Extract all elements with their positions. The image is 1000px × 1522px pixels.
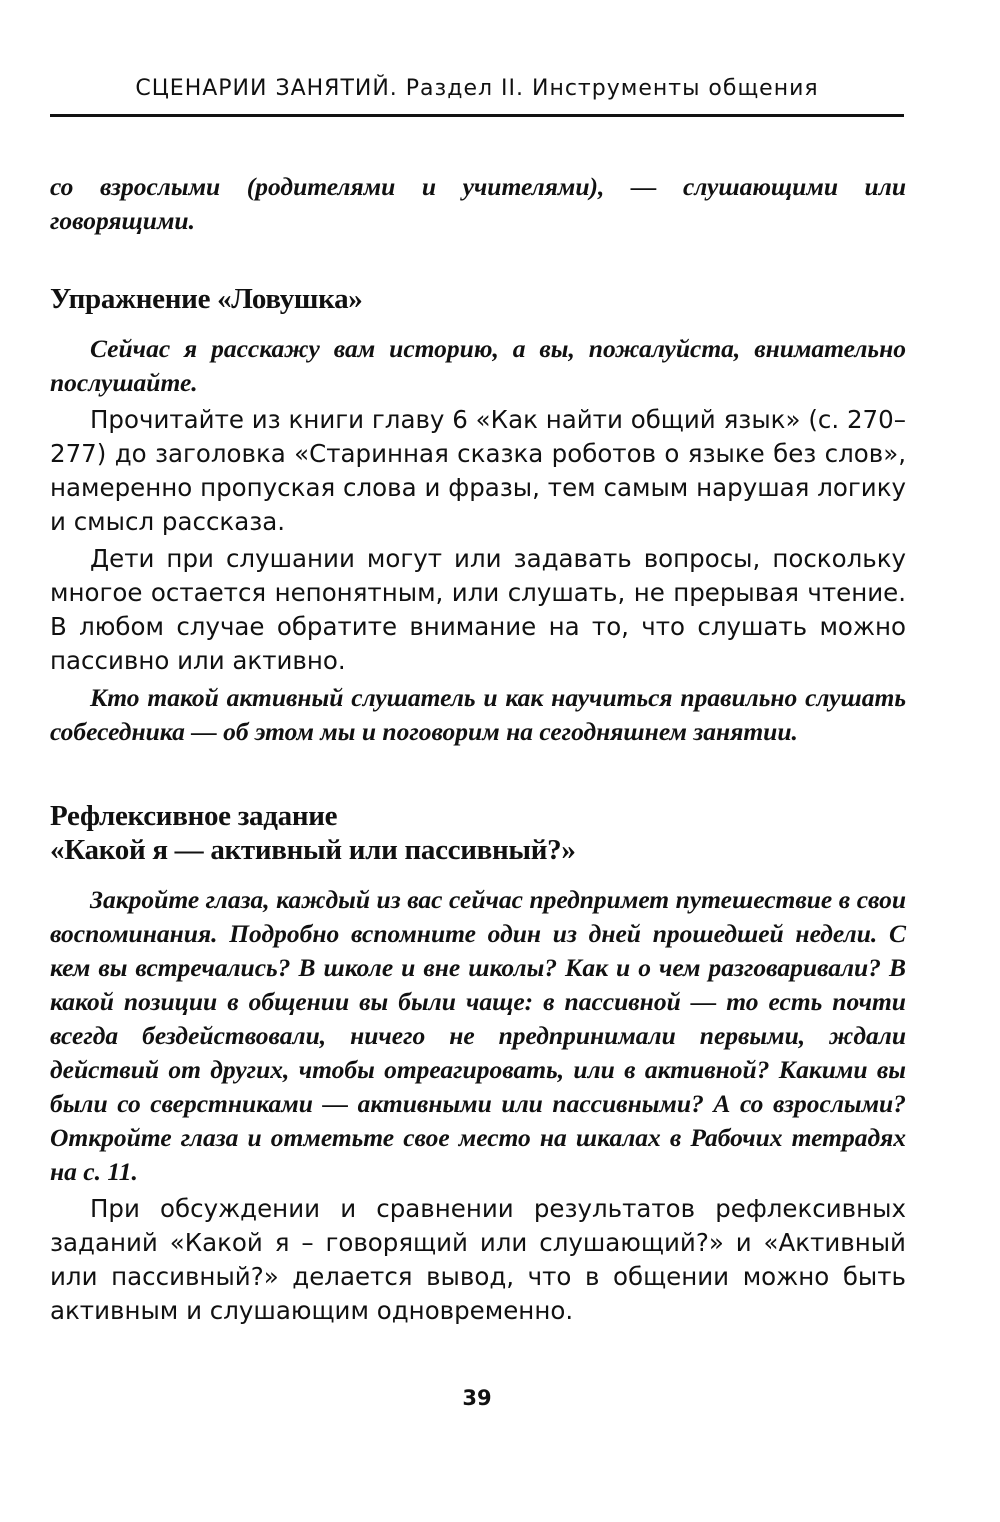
running-header: СЦЕНАРИИ ЗАНЯТИЙ. Раздел II. Инструменты общения xyxy=(135,76,819,101)
paragraph-reading: Прочитайте из книги главу 6 «Как найти общий язык» (с. 270–277) до заголовка «Старинная сказка роботов о языке без слов», намеренно пропуская слова и фразы, тем самым нарушая логику и смысл рассказа. xyxy=(50,405,906,536)
intro-paragraph: со взрослыми (родителями и учителями), — слушающими или говорящими. xyxy=(50,172,906,235)
section-heading-reflexive xyxy=(50,799,906,867)
section-heading-trap: Упражнение «Ловушка» xyxy=(50,283,363,315)
page-number: 39 xyxy=(462,1386,492,1410)
paragraph-active-listener: Кто такой активный слушатель и как научиться правильно слушать собеседника — об этом мы и поговорим на сегодняшнем занятии. xyxy=(50,683,906,746)
section-heading-line2: «Какой я — активный или пассивный?» xyxy=(50,834,576,866)
exercise-instruction: Сейчас я расскажу вам историю, а вы, пожалуйста, внимательно послушайте. xyxy=(50,334,906,397)
header-rule xyxy=(50,114,904,117)
section-heading-line1: Рефлексивное задание xyxy=(50,800,338,832)
paragraph-conclusion: При обсуждении и сравнении результатов рефлексивных заданий «Какой я – говорящий или слушающий?» и «Активный или пассивный?» делается вывод, что в общении можно быть активным и слушающим одновременно. xyxy=(50,1194,906,1325)
page-body xyxy=(50,170,906,1328)
reflexive-instruction: Закройте глаза, каждый из вас сейчас предпримет путешествие в свои воспоминания. Подробно вспомните один из дней прошедшей недели. С кем вы встречались? В школе и вне школы? Как и о чем разговаривали? В какой позиции в общении вы были чаще: в пассивной — то есть почти всегда бездействовали, ничего не предпринимали первыми, ждали действий от других, чтобы отреагировать, или в активной? Какими вы были со сверстниками — активными или пассивными? А со взрослыми? Откройте глаза и отметьте свое место на шкалах в Рабочих тетрадях на с. 11. xyxy=(50,885,906,1186)
paragraph-listening: Дети при слушании могут или задавать вопросы, поскольку многое остается непонятным, или слушать, не прерывая чтение. В любом случае обратите внимание на то, что слушать можно пассивно или активно. xyxy=(50,544,906,675)
